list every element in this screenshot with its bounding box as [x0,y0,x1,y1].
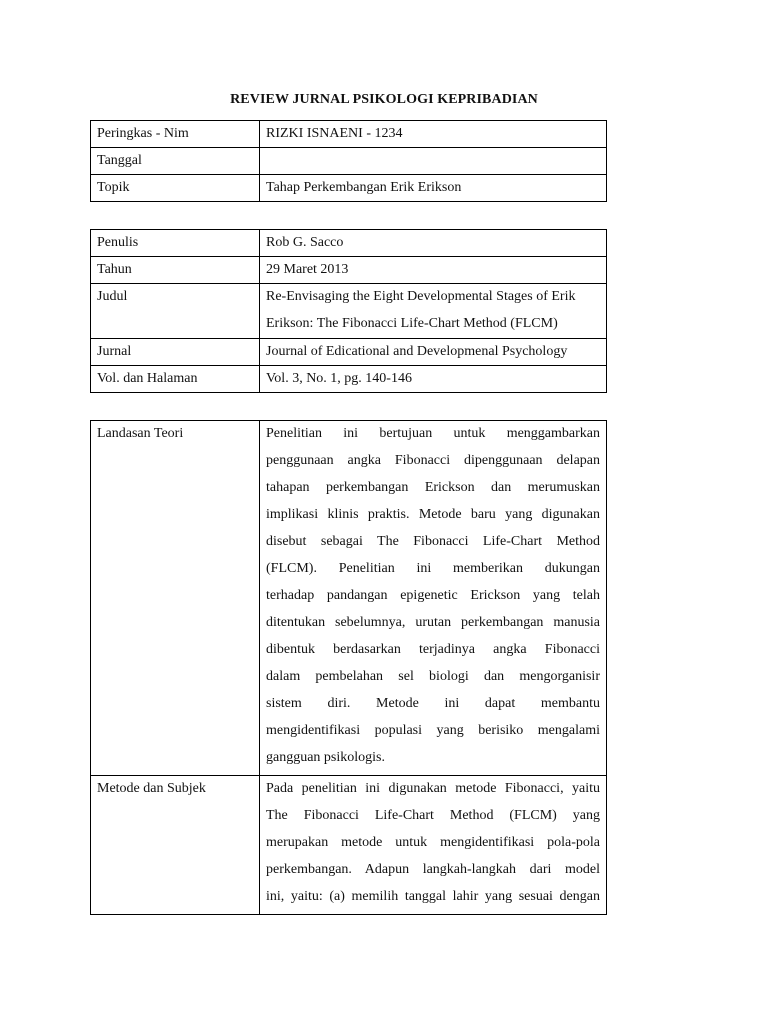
value-cell: Vol. 3, No. 1, pg. 140-146 [260,366,607,393]
value-cell: Rob G. Sacco [260,230,607,257]
paragraph-line: gangguan psikologis. [266,750,385,765]
label-cell: Penulis [91,230,260,257]
paragraph-line: perkembangan. Adapun langkah-langkah dari model [266,862,600,877]
value-cell: RIZKI ISNAENI - 1234 [260,121,607,148]
paragraph-line: ini, yaitu: (a) memilih tanggal lahir yang sesuai dengan [266,889,600,904]
paragraph-line: ditentukan sebelumnya, urutan perkembangan manusia [266,615,600,630]
table-row [91,121,607,148]
reviewer-info-table [90,120,607,202]
table-row [91,230,607,257]
paragraph-line: disebut sebagai The Fibonacci Life-Chart Method [266,534,600,549]
label-cell: Metode dan Subjek [91,776,260,915]
table-row [91,366,607,393]
paragraph-line: The Fibonacci Life-Chart Method (FLCM) yang [266,808,600,823]
paragraph-line: sistem diri. Metode ini dapat membantu [266,696,600,711]
label-cell: Landasan Teori [91,421,260,776]
paragraph-line: implikasi klinis praktis. Metode baru yang digunakan [266,507,600,522]
title-line: Re-Envisaging the Eight Developmental Stages of Erik [266,289,576,304]
paragraph-line: terhadap pandangan epigenetic Erickson yang telah [266,588,600,603]
label-cell: Vol. dan Halaman [91,366,260,393]
review-content-table [90,420,607,915]
table-row [91,175,607,202]
table-row [91,776,607,915]
table-row [91,421,607,776]
value-cell [260,284,607,339]
value-cell: Tahap Perkembangan Erik Erikson [260,175,607,202]
paragraph-line: dalam pembelahan sel biologi dan mengorganisir [266,669,600,684]
label-cell: Topik [91,175,260,202]
value-cell: Journal of Edicational and Developmenal Psychology [260,339,607,366]
value-cell [260,421,607,776]
label-cell: Tahun [91,257,260,284]
label-cell: Peringkas - Nim [91,121,260,148]
label-cell: Judul [91,284,260,339]
paragraph-line: Pada penelitian ini digunakan metode Fibonacci, yaitu [266,781,600,796]
table-row [91,284,607,339]
value-cell [260,776,607,915]
document-title: REVIEW JURNAL PSIKOLOGI KEPRIBADIAN [230,92,538,107]
paragraph-line: dibentuk berdasarkan terjadinya angka Fibonacci [266,642,600,657]
paragraph-line: merupakan metode untuk mengidentifikasi pola-pola [266,835,600,850]
table-row [91,257,607,284]
paragraph-line: (FLCM). Penelitian ini memberikan dukungan [266,561,600,576]
title-line: Erikson: The Fibonacci Life-Chart Method (FLCM) [266,316,558,331]
label-cell: Tanggal [91,148,260,175]
table-row [91,148,607,175]
paragraph-line: penggunaan angka Fibonacci dipenggunaan delapan [266,453,600,468]
label-cell: Jurnal [91,339,260,366]
paragraph-line: mengidentifikasi populasi yang berisiko mengalami [266,723,600,738]
paragraph-line: Penelitian ini bertujuan untuk menggambarkan [266,426,600,441]
value-cell [260,148,607,175]
paragraph-line: tahapan perkembangan Erickson dan merumuskan [266,480,600,495]
journal-info-table [90,229,607,393]
table-row [91,339,607,366]
value-cell: 29 Maret 2013 [260,257,607,284]
